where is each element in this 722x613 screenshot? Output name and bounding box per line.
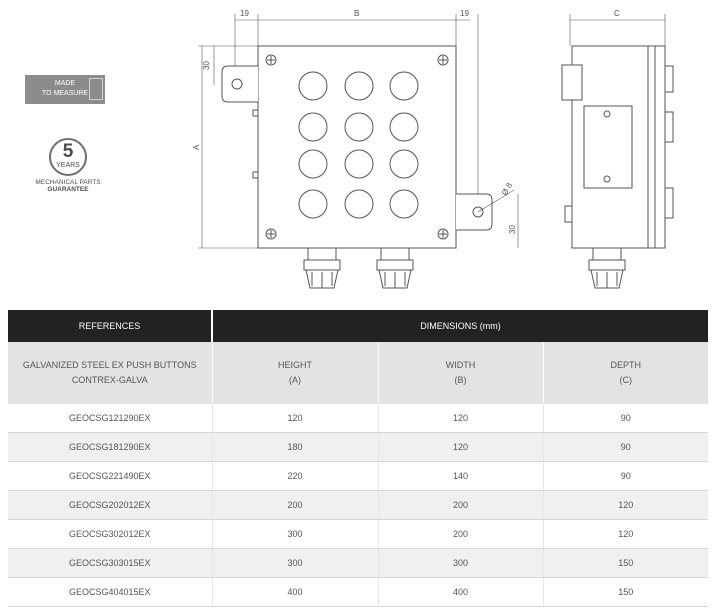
height-cell: 220 (212, 462, 378, 491)
depth-cell: 150 (543, 549, 708, 578)
badge-to-measure-label: TO MEASURE (41, 90, 89, 97)
dim-c: C (614, 9, 620, 18)
depth-cell: 120 (543, 520, 708, 549)
made-to-measure-badge (25, 75, 105, 104)
warranty-years-label: YEARS (56, 162, 80, 169)
col-width-key: (B) (454, 375, 467, 385)
height-cell: 300 (212, 549, 378, 578)
ref-cell: GEOCSG302012EX (8, 520, 212, 549)
cable-glands-front (304, 248, 413, 288)
height-cell: 300 (212, 520, 378, 549)
right-mounting-bracket (456, 194, 492, 230)
warranty-caption-2: GUARANTEE (47, 186, 89, 193)
left-mounting-bracket (222, 66, 258, 102)
warranty-caption-1: MECHANICAL PARTS (35, 179, 101, 186)
width-cell: 300 (378, 549, 543, 578)
col-depth-header (543, 342, 708, 404)
table-row (8, 433, 708, 462)
depth-cell: 120 (543, 491, 708, 520)
width-cell: 400 (378, 578, 543, 607)
dim-30-top: 30 (202, 61, 211, 70)
width-cell: 120 (378, 404, 543, 433)
product-name-cell (8, 342, 212, 404)
technical-drawing (0, 0, 722, 300)
warranty-badge (28, 138, 108, 193)
ref-cell: GEOCSG221490EX (8, 462, 212, 491)
ref-cell: GEOCSG303015EX (8, 549, 212, 578)
badge-made-label: MADE (54, 80, 76, 87)
table-row (8, 462, 708, 491)
height-cell: 120 (212, 404, 378, 433)
dim-b: B (354, 9, 360, 18)
dim-19-right: 19 (460, 9, 469, 18)
dim-30-bottom: 30 (508, 225, 517, 234)
depth-cell: 90 (543, 404, 708, 433)
header-dimensions: DIMENSIONS (mm) (212, 310, 708, 342)
col-depth-key: (C) (619, 375, 633, 385)
width-cell: 120 (378, 433, 543, 462)
depth-cell: 90 (543, 433, 708, 462)
table-row (8, 520, 708, 549)
ref-cell: GEOCSG404015EX (8, 578, 212, 607)
height-cell: 180 (212, 433, 378, 462)
table-row (8, 404, 708, 433)
product-line-2: CONTREX-GALVA (71, 375, 148, 385)
product-line-1: GALVANIZED STEEL EX PUSH BUTTONS (22, 360, 197, 370)
warranty-circle-icon (49, 138, 87, 176)
header-references: REFERENCES (8, 310, 212, 342)
col-width-label: WIDTH (445, 360, 476, 370)
table-row (8, 578, 708, 607)
height-cell: 200 (212, 491, 378, 520)
dim-hole-diameter: Ø 8 (499, 181, 515, 197)
warranty-years-number: 5 (62, 141, 74, 162)
dimensions-table (8, 310, 708, 607)
ref-cell: GEOCSG121290EX (8, 404, 212, 433)
height-cell: 400 (212, 578, 378, 607)
ref-cell: GEOCSG181290EX (8, 433, 212, 462)
table-row (8, 549, 708, 578)
table-row (8, 491, 708, 520)
width-cell: 140 (378, 462, 543, 491)
col-depth-label: DEPTH (610, 360, 642, 370)
width-cell: 200 (378, 491, 543, 520)
col-height-key: (A) (289, 375, 301, 385)
width-cell: 200 (378, 520, 543, 549)
ref-cell: GEOCSG202012EX (8, 491, 212, 520)
col-width-header (378, 342, 543, 404)
enclosure-side-view (562, 14, 673, 288)
col-height-label: HEIGHT (277, 360, 312, 370)
depth-cell: 150 (543, 578, 708, 607)
dim-19-left: 19 (240, 9, 249, 18)
ruler-icon (89, 78, 103, 100)
depth-cell: 90 (543, 462, 708, 491)
dim-a: A (192, 144, 201, 150)
col-height-header (212, 342, 378, 404)
